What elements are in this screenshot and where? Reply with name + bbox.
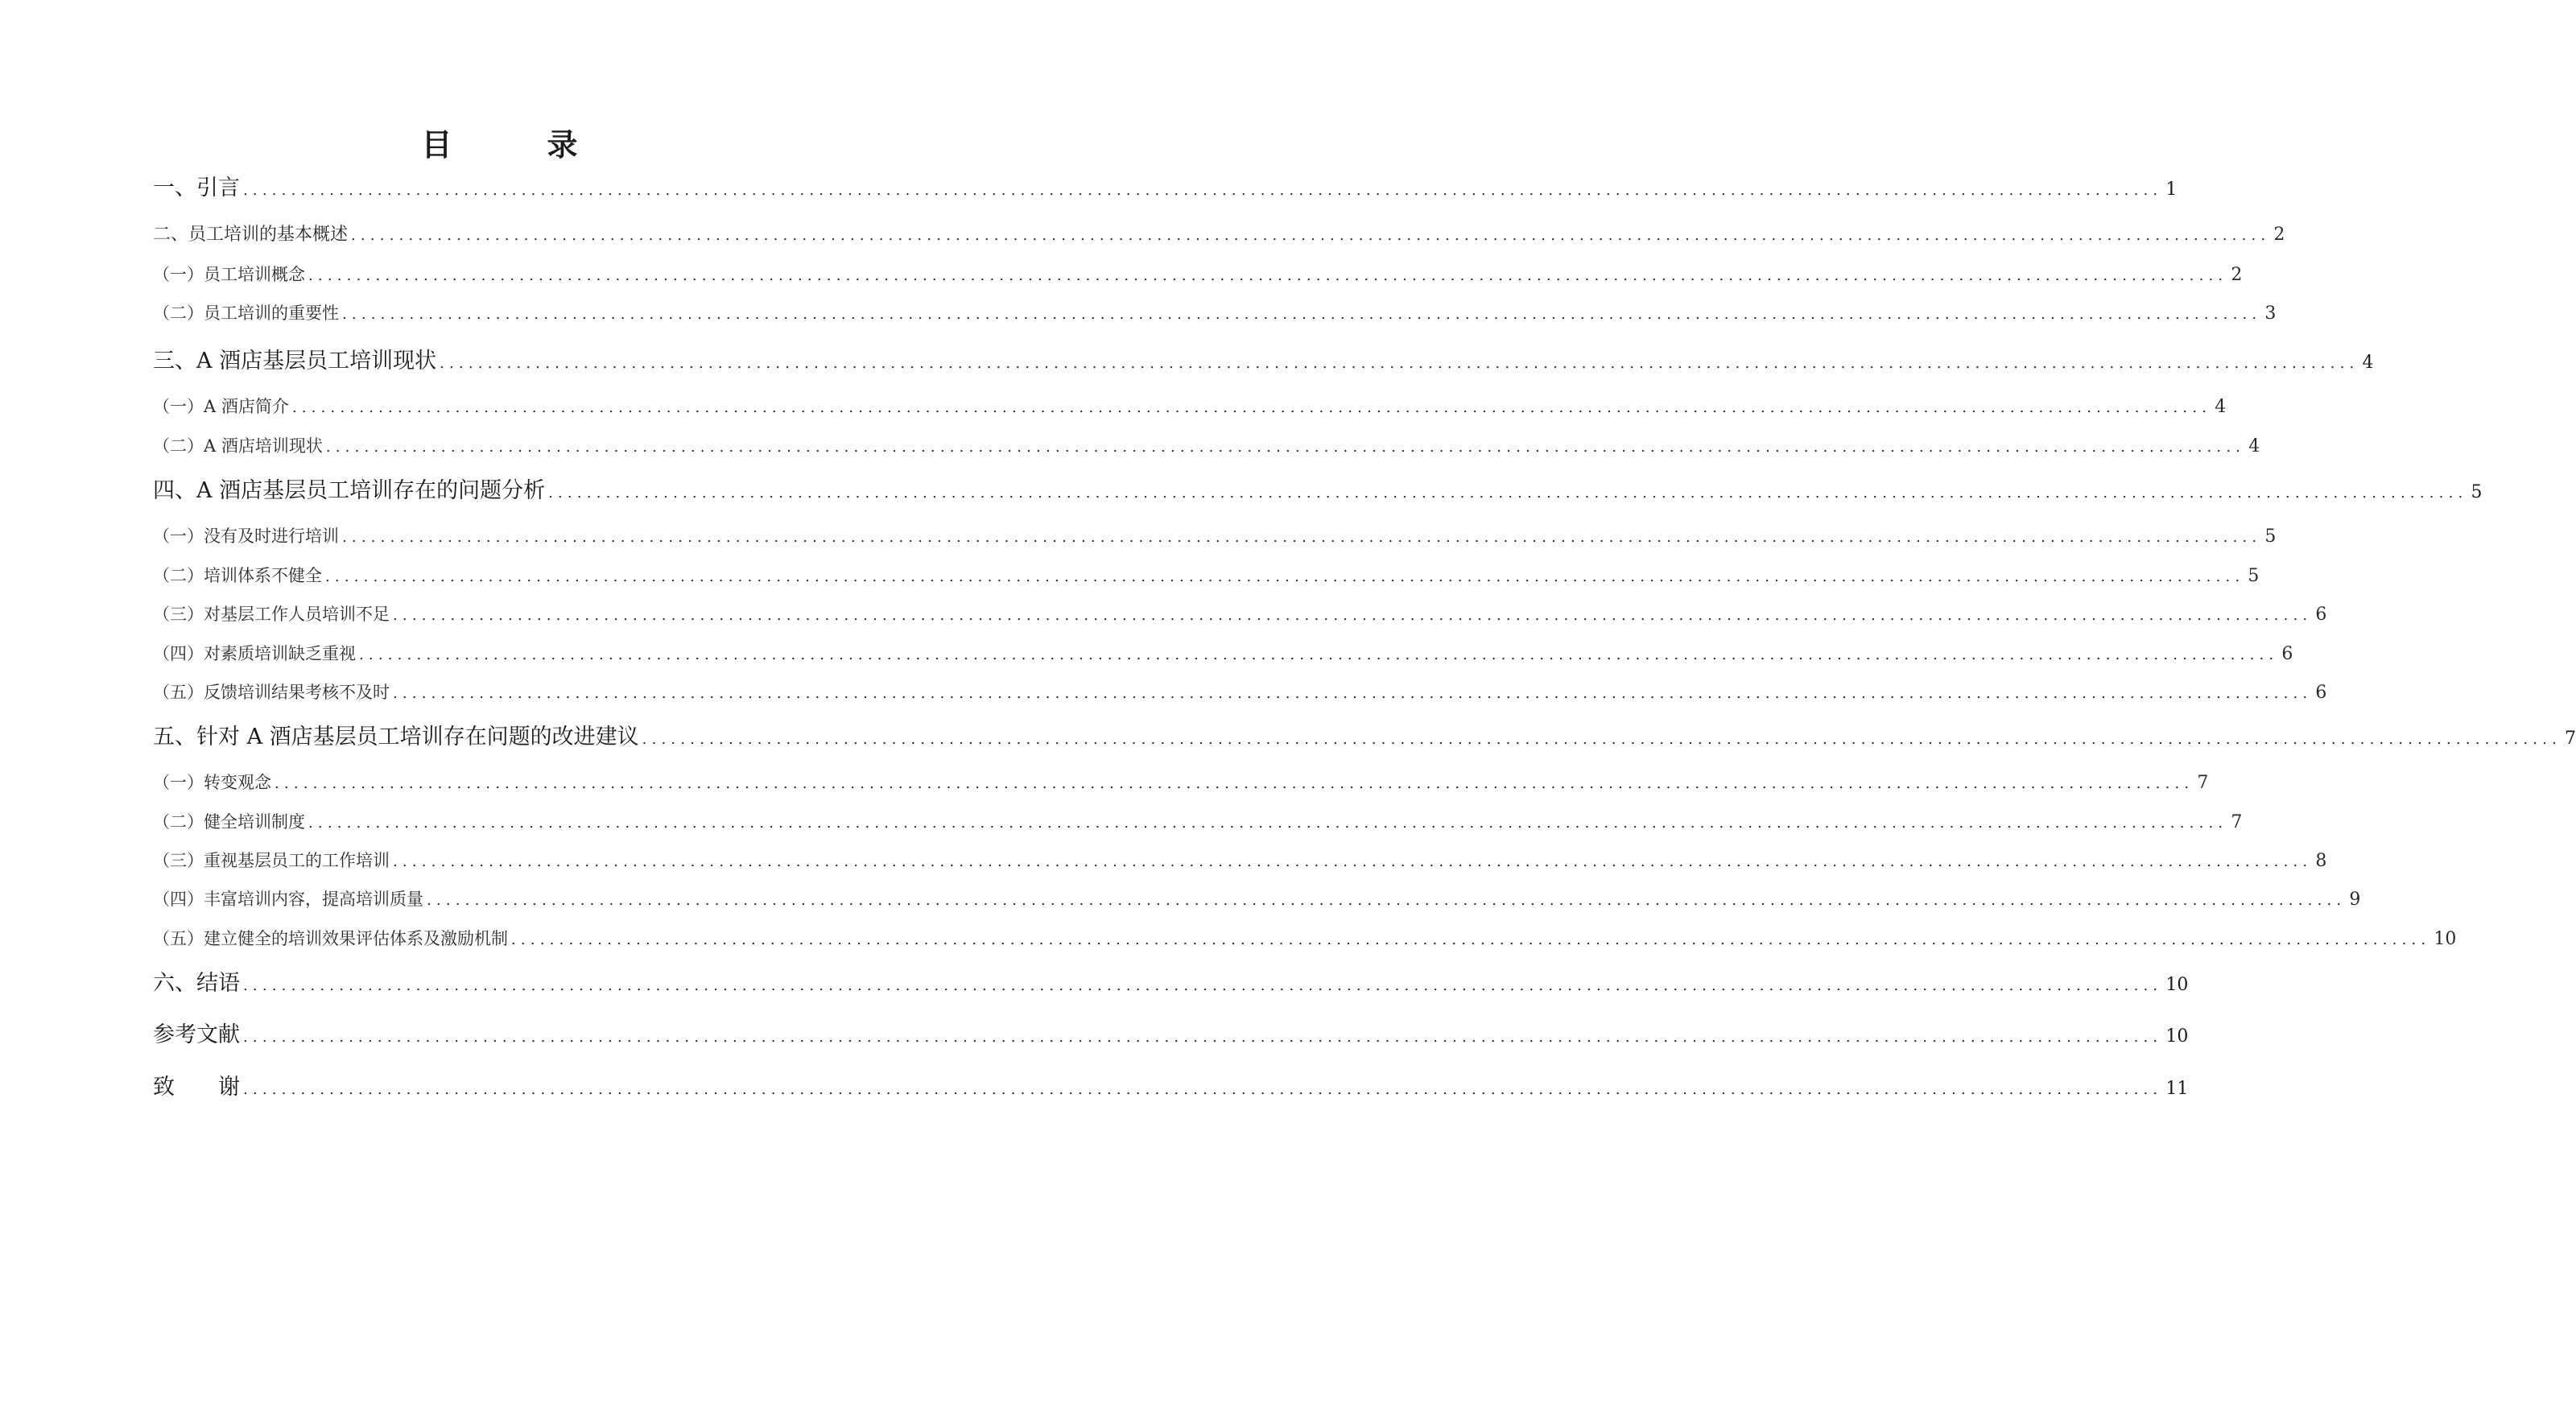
- dot-leader: ........................................................................................................................................................................................................: [243, 182, 2163, 199]
- toc-entry[interactable]: [153, 475, 2483, 507]
- toc-entry[interactable]: [153, 968, 2189, 1000]
- toc-entry-label: 四、A 酒店基层员工培训存在的问题分析: [153, 478, 546, 503]
- toc-entry[interactable]: [153, 172, 2178, 204]
- dot-leader: ........................................................................................................................................................................................................: [342, 529, 2262, 546]
- toc-page-number: 1: [2165, 180, 2178, 200]
- toc-page-number: 10: [2434, 929, 2457, 949]
- toc-page-number: 10: [2165, 1026, 2189, 1047]
- toc-page-number: 5: [2248, 566, 2260, 586]
- toc-page-number: 7: [2231, 812, 2243, 832]
- toc-entry-label: （二）健全培训制度: [153, 812, 305, 832]
- dot-leader: ........................................................................................................................................................................................................: [440, 355, 2359, 372]
- toc-entry-label: （二）培训体系不健全: [153, 566, 322, 585]
- toc-page-number: 4: [2248, 436, 2260, 456]
- toc-entry[interactable]: [153, 679, 2327, 706]
- toc-page-number: 10: [2165, 975, 2189, 995]
- dot-leader: ........................................................................................................................................................................................................: [359, 646, 2279, 663]
- toc-entry[interactable]: [153, 1071, 2189, 1104]
- toc-page-number: 3: [2264, 303, 2277, 324]
- dot-leader: ........................................................................................................................................................................................................: [291, 399, 2212, 416]
- dot-leader: ........................................................................................................................................................................................................: [393, 607, 2313, 624]
- dot-leader: ........................................................................................................................................................................................................: [342, 306, 2262, 323]
- toc-entry[interactable]: [153, 640, 2293, 667]
- toc-entry[interactable]: [153, 432, 2260, 460]
- toc-entry[interactable]: [153, 769, 2209, 796]
- toc-entry-label: （三）对基层工作人员培训不足: [153, 605, 390, 624]
- toc-page-number: 4: [2362, 353, 2374, 373]
- toc-entry-label: 五、针对 A 酒店基层员工培训存在问题的改进建议: [153, 725, 639, 749]
- toc-entry-label: 一、引言: [153, 175, 240, 200]
- dot-leader: ........................................................................................................................................................................................................: [325, 439, 2246, 456]
- dot-leader: ........................................................................................................................................................................................................: [243, 977, 2163, 994]
- dot-leader: ........................................................................................................................................................................................................: [393, 685, 2313, 702]
- toc-entry[interactable]: [153, 522, 2277, 550]
- toc-page-number: 2: [2231, 265, 2243, 285]
- toc-entry[interactable]: [153, 847, 2327, 874]
- toc-page-number: 6: [2281, 644, 2293, 664]
- dot-leader: ........................................................................................................................................................................................................: [393, 853, 2313, 870]
- toc-entry-label: （二）员工培训的重要性: [153, 303, 339, 323]
- toc-entry[interactable]: [153, 299, 2277, 327]
- toc-entry[interactable]: [153, 925, 2457, 952]
- toc-page-number: 2: [2273, 225, 2285, 245]
- dot-leader: ........................................................................................................................................................................................................: [642, 731, 2562, 748]
- dot-leader: ........................................................................................................................................................................................................: [275, 775, 2194, 792]
- toc-entry[interactable]: [153, 393, 2227, 420]
- toc-page-number: 11: [2165, 1079, 2189, 1099]
- toc-page-number: 8: [2315, 851, 2327, 871]
- toc-page-number: 5: [2264, 526, 2277, 547]
- toc-entry-label: （一）转变观念: [153, 773, 271, 792]
- dot-leader: ........................................................................................................................................................................................................: [325, 568, 2245, 585]
- toc-entry-label: 致 谢: [153, 1075, 240, 1100]
- toc-entry[interactable]: [153, 345, 2374, 378]
- toc-page-number: 4: [2215, 397, 2227, 417]
- toc-entry[interactable]: [153, 601, 2327, 628]
- toc-page-number: 6: [2315, 605, 2327, 625]
- toc-entry-label: 六、结语: [153, 971, 240, 996]
- toc-entry-label: 二、员工培训的基本概述: [153, 225, 349, 245]
- toc-page-number: 6: [2315, 683, 2327, 703]
- dot-leader: ........................................................................................................................................................................................................: [511, 931, 2431, 948]
- toc-entry-label: 三、A 酒店基层员工培训现状: [153, 349, 437, 374]
- page-title: 目 录: [421, 126, 610, 163]
- toc-entry-label: （四）对素质培训缺乏重视: [153, 644, 356, 663]
- dot-leader: ........................................................................................................................................................................................................: [548, 485, 2468, 502]
- dot-leader: ........................................................................................................................................................................................................: [308, 815, 2228, 832]
- toc-entry-label: （一）A 酒店简介: [153, 397, 289, 416]
- toc-entry[interactable]: [153, 261, 2243, 288]
- toc-entry[interactable]: [153, 221, 2285, 249]
- toc-entry-label: （四）丰富培训内容，提高培训质量: [153, 890, 423, 909]
- toc-entry-label: （五）建立健全的培训效果评估体系及激励机制: [153, 929, 508, 948]
- toc-entry-label: （三）重视基层员工的工作培训: [153, 851, 390, 870]
- toc-entry[interactable]: [153, 562, 2260, 589]
- toc-page-number: 7: [2565, 729, 2576, 749]
- toc-entry-label: （二）A 酒店培训现状: [153, 436, 323, 456]
- toc-entry-label: （一）员工培训概念: [153, 265, 305, 284]
- toc-page-number: 5: [2471, 482, 2483, 502]
- toc-entry-label: （五）反馈培训结果考核不及时: [153, 683, 390, 702]
- toc-page-number: 9: [2349, 890, 2361, 910]
- dot-leader: ........................................................................................................................................................................................................: [308, 267, 2228, 284]
- toc-entry[interactable]: [153, 721, 2576, 753]
- dot-leader: ........................................................................................................................................................................................................: [243, 1029, 2163, 1046]
- toc-entry-label: 参考文献: [153, 1022, 240, 1047]
- toc-entry[interactable]: [153, 886, 2361, 913]
- dot-leader: ........................................................................................................................................................................................................: [427, 892, 2347, 909]
- toc-page-number: 7: [2197, 773, 2209, 793]
- dot-leader: ........................................................................................................................................................................................................: [243, 1081, 2163, 1098]
- toc-entry-label: （一）没有及时进行培训: [153, 526, 339, 546]
- dot-leader: ........................................................................................................................................................................................................: [351, 227, 2271, 244]
- toc-entry[interactable]: [153, 808, 2243, 836]
- toc-entry[interactable]: [153, 1019, 2189, 1051]
